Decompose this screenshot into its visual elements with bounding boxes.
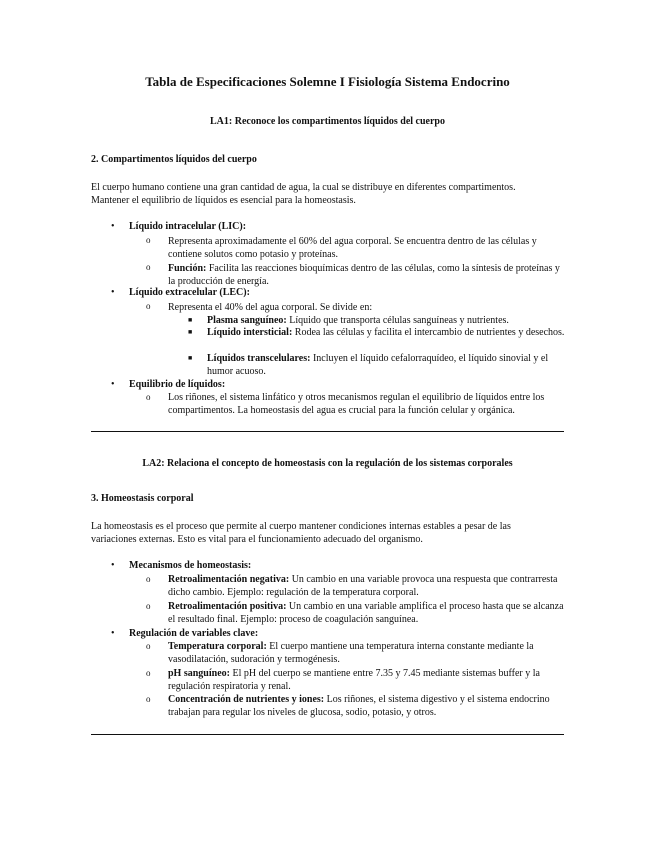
lec-sub-1: Plasma sanguíneo: Líquido que transporta células sanguíneas y nutrientes. <box>207 315 509 326</box>
mec-item-2: Retroalimentación positiva: Un cambio en una variable amplifica el proceso hasta que se alcanza el resultado final. Ejemplo: proceso de coagulación sanguínea. <box>168 601 564 625</box>
bullet-icon: • <box>111 628 115 639</box>
circle-bullet-icon: o <box>146 392 151 402</box>
lic-item-2: Función: Facilita las reacciones bioquímicas dentro de las células, como la síntesis de proteínas y la producción de energía. <box>168 263 560 287</box>
bullet-icon: • <box>111 287 115 298</box>
square-bullet-icon: ■ <box>188 328 193 336</box>
circle-bullet-icon: o <box>146 262 151 272</box>
lic-item-1: Representa aproximadamente el 60% del agua corporal. Se encuentra dentro de las células y contiene solutos como potasio y proteínas. <box>168 236 537 260</box>
circle-bullet-icon: o <box>146 235 151 245</box>
section-3-intro-line-1: La homeostasis es el proceso que permite al cuerpo mantener condiciones internas estables a pesar de las <box>91 521 511 532</box>
eq-label: Equilibrio de líquidos: <box>129 379 226 390</box>
square-bullet-icon: ■ <box>188 316 193 324</box>
square-bullet-icon: ■ <box>188 354 193 362</box>
circle-bullet-icon: o <box>146 574 151 584</box>
la2-heading: LA2: Relaciona el concepto de homeostasis con la regulación de los sistemas corporales <box>142 458 513 469</box>
section-divider <box>91 431 564 432</box>
circle-bullet-icon: o <box>146 668 151 678</box>
circle-bullet-icon: o <box>146 601 151 611</box>
section-3-heading: 3. Homeostasis corporal <box>91 493 194 504</box>
reg-item-1: Temperatura corporal: El cuerpo mantiene una temperatura interna constante mediante la vasodilatación, sudoración y termogénesis. <box>168 641 534 665</box>
circle-bullet-icon: o <box>146 694 151 704</box>
section-2-intro-line-1: El cuerpo humano contiene una gran cantidad de agua, la cual se distribuye en diferentes compartimentos. <box>91 182 516 193</box>
section-3-intro-line-2: variaciones externas. Esto es vital para el funcionamiento adecuado del organismo. <box>91 534 423 545</box>
lec-sub-3: Líquidos transcelulares: Incluyen el líquido cefalorraquídeo, el líquido sinovial y el humor acuoso. <box>207 353 549 377</box>
section-2-heading: 2. Compartimentos líquidos del cuerpo <box>91 154 257 165</box>
lec-sub-2: Líquido intersticial: Rodea las células y facilita el intercambio de nutrientes y desechos. <box>207 327 565 338</box>
eq-item-1: Los riñones, el sistema linfático y otros mecanismos regulan el equilibrio de líquidos entre los compartimentos. La homeostasis del agua es crucial para la función celular y orgánica. <box>168 392 545 416</box>
section-2-intro-line-2: Mantener el equilibrio de líquidos es esencial para la homeostasis. <box>91 195 356 206</box>
circle-bullet-icon: o <box>146 641 151 651</box>
reg-item-3: Concentración de nutrientes y iones: Los riñones, el sistema digestivo y el sistema endocrino trabajan para regular los niveles de glucosa, sodio, potasio, y otros. <box>168 694 550 718</box>
la1-heading: LA1: Reconoce los compartimentos líquidos del cuerpo <box>210 116 445 127</box>
mec-label: Mecanismos de homeostasis: <box>129 560 252 571</box>
bullet-icon: • <box>111 221 115 232</box>
reg-label: Regulación de variables clave: <box>129 628 259 639</box>
lec-item-1: Representa el 40% del agua corporal. Se divide en: <box>168 302 373 313</box>
section-divider <box>91 734 564 735</box>
bullet-icon: • <box>111 560 115 571</box>
page-title: Tabla de Especificaciones Solemne I Fisiología Sistema Endocrino <box>145 74 510 89</box>
reg-item-2: pH sanguíneo: El pH del cuerpo se mantiene entre 7.35 y 7.45 mediante sistemas buffer y la regulación respiratoria y renal. <box>168 668 540 692</box>
lic-label: Líquido intracelular (LIC): <box>129 221 247 232</box>
circle-bullet-icon: o <box>146 301 151 311</box>
lec-label: Líquido extracelular (LEC): <box>129 287 250 298</box>
bullet-icon: • <box>111 379 115 390</box>
mec-item-1: Retroalimentación negativa: Un cambio en una variable provoca una respuesta que contrarresta dicho cambio. Ejemplo: regulación de la temperatura corporal. <box>168 574 558 598</box>
